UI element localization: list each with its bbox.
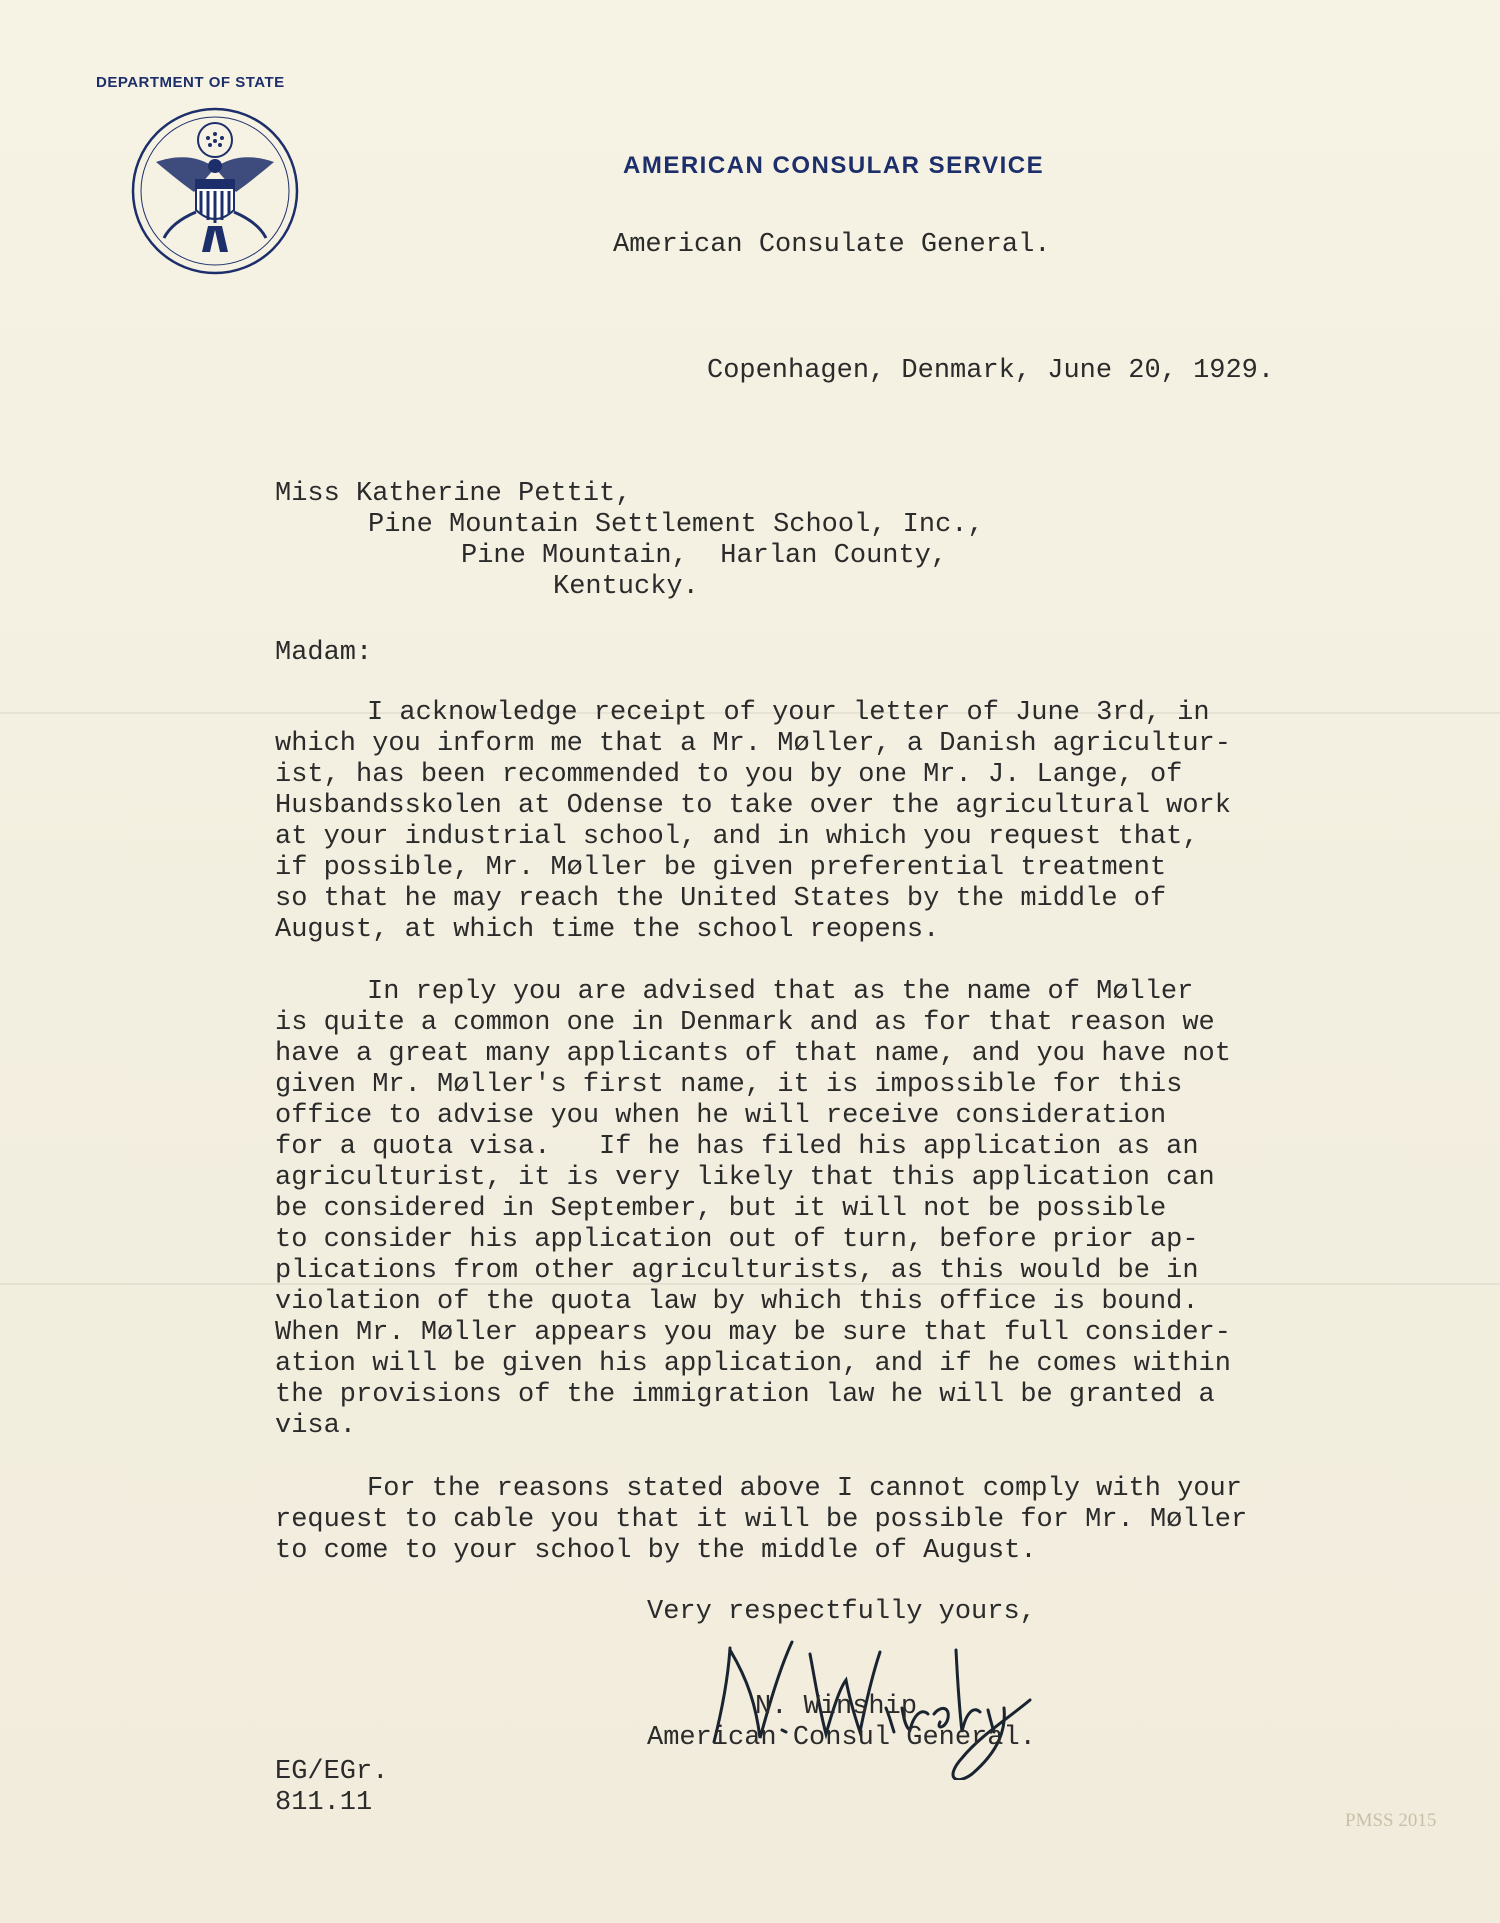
archive-watermark: PMSS 2015 [1345, 1810, 1437, 1831]
paragraph-1 [275, 698, 1231, 946]
date-line: Copenhagen, Denmark, June 20, 1929. [707, 356, 1275, 386]
paragraph-line: agriculturist, it is very likely that this application can [275, 1163, 1215, 1193]
paragraph-line: office to advise you when he will receive consideration [275, 1101, 1167, 1131]
department-heading: DEPARTMENT OF STATE [96, 74, 285, 91]
paragraph-line: request to cable you that it will be possible for Mr. Møller [275, 1505, 1248, 1535]
paragraph-line: so that he may reach the United States by the middle of [275, 884, 1167, 914]
paragraph-line: I acknowledge receipt of your letter of June 3rd, in [367, 698, 1210, 728]
salutation: Madam: [275, 638, 373, 668]
paragraph-line: which you inform me that a Mr. Møller, a Danish agricultur- [275, 729, 1231, 759]
paragraph-line: for a quota visa. If he has filed his application as an [275, 1132, 1199, 1162]
great-seal-icon [130, 106, 300, 276]
paragraph-line: August, at which time the school reopens. [275, 915, 940, 945]
closing: Very respectfully yours, [647, 1597, 1036, 1627]
paragraph-line: ation will be given his application, and if he comes within [275, 1349, 1231, 1379]
consular-service-heading: AMERICAN CONSULAR SERVICE [623, 152, 1045, 179]
paragraph-line: In reply you are advised that as the name of Møller [367, 977, 1194, 1007]
paragraph-line: Husbandsskolen at Odense to take over the agricultural work [275, 791, 1231, 821]
paragraph-line: given Mr. Møller's first name, it is impossible for this [275, 1070, 1183, 1100]
paragraph-line: the provisions of the immigration law he will be granted a [275, 1380, 1215, 1410]
paragraph-line: ist, has been recommended to you by one Mr. J. Lange, of [275, 760, 1183, 790]
paragraph-line: visa. [275, 1411, 357, 1441]
paragraph-line: violation of the quota law by which this office is bound. [275, 1287, 1199, 1317]
signer-name: N. Winship [755, 1692, 918, 1722]
paragraph-line: For the reasons stated above I cannot comply with your [367, 1474, 1242, 1504]
paragraph-line: be considered in September, but it will not be possible [275, 1194, 1167, 1224]
paragraph-line: When Mr. Møller appears you may be sure that full consider- [275, 1318, 1231, 1348]
paragraph-line: at your industrial school, and in which you request that, [275, 822, 1199, 852]
recipient-town: Pine Mountain, Harlan County, [461, 541, 948, 571]
recipient-name: Miss Katherine Pettit, [275, 479, 632, 509]
paragraph-3 [275, 1474, 1247, 1567]
reference-file-number: 811.11 [275, 1788, 373, 1818]
paragraph-line: to consider his application out of turn, before prior ap- [275, 1225, 1199, 1255]
paragraph-line: is quite a common one in Denmark and as for that reason we [275, 1008, 1215, 1038]
paragraph-line: have a great many applicants of that name, and you have not [275, 1039, 1231, 1069]
recipient-state: Kentucky. [553, 572, 699, 602]
paragraph-line: if possible, Mr. Møller be given preferential treatment [275, 853, 1167, 883]
paragraph-2 [275, 977, 1231, 1442]
signer-title: American Consul General. [647, 1723, 1036, 1753]
recipient-school: Pine Mountain Settlement School, Inc., [368, 510, 984, 540]
consulate-line: American Consulate General. [613, 230, 1051, 260]
paragraph-line: plications from other agriculturists, as this would be in [275, 1256, 1199, 1286]
reference-initials: EG/EGr. [275, 1757, 389, 1787]
paragraph-line: to come to your school by the middle of August. [275, 1536, 1037, 1566]
